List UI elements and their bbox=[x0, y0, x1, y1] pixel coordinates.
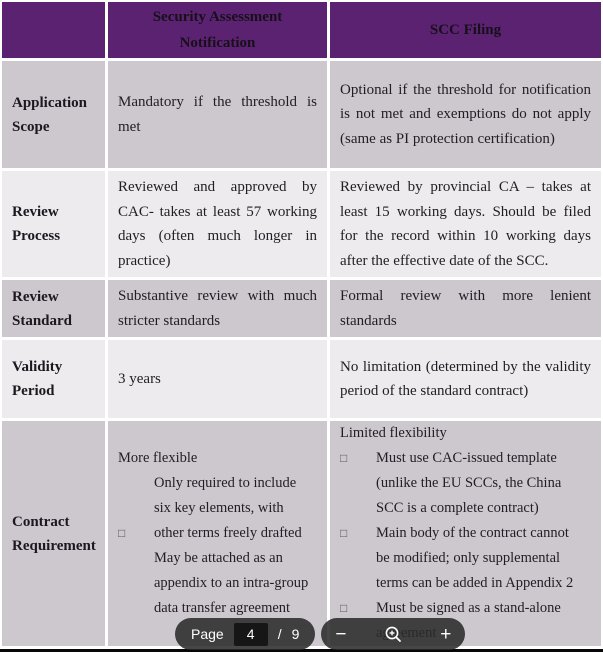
cell-scc bbox=[330, 421, 601, 646]
line-text: Only required to include bbox=[154, 475, 297, 491]
line-text: Main body of the contract cannot bbox=[376, 525, 569, 541]
list-line bbox=[118, 496, 317, 521]
cell-san bbox=[108, 340, 327, 418]
header-empty-cell bbox=[2, 2, 105, 58]
cell-scc bbox=[330, 280, 601, 337]
checkbox-bullet-icon bbox=[340, 571, 376, 596]
checkbox-bullet-icon bbox=[340, 471, 376, 496]
list-line bbox=[340, 496, 591, 521]
table-row-review-standard bbox=[2, 280, 601, 337]
list-intro: More flexible bbox=[118, 450, 198, 466]
zoom-in-button[interactable]: + bbox=[440, 623, 452, 645]
row-label-cell bbox=[2, 171, 105, 277]
row-label: Contract Requirement bbox=[12, 513, 96, 554]
header-scc-filing bbox=[330, 2, 601, 58]
table-row-application-scope bbox=[2, 61, 601, 168]
cell-text: Mandatory if the threshold is met bbox=[118, 94, 317, 135]
cell-san bbox=[108, 421, 327, 646]
list-line bbox=[340, 571, 591, 596]
list-line bbox=[340, 546, 591, 571]
checkbox-bullet-icon bbox=[118, 571, 154, 596]
line-text: May be attached as an bbox=[154, 550, 283, 566]
cell-text: Optional if the threshold for notification is not met and exemptions do not apply (same as PI protection certification) bbox=[340, 81, 591, 147]
list-line bbox=[118, 521, 317, 546]
list-line bbox=[340, 446, 591, 471]
bullet-list bbox=[340, 421, 591, 646]
list-line bbox=[118, 546, 317, 571]
cell-san bbox=[108, 171, 327, 277]
cell-text: Substantive review with much stricter standards bbox=[118, 288, 317, 329]
list-intro: Limited flexibility bbox=[340, 425, 447, 441]
table-row-review-process bbox=[2, 171, 601, 277]
header-label: SCC Filing bbox=[429, 22, 502, 38]
zoom-out-button[interactable]: − bbox=[335, 623, 347, 645]
magnifier-plus-icon[interactable] bbox=[384, 625, 403, 644]
line-text: data transfer agreement bbox=[154, 600, 291, 616]
checkbox-bullet-icon bbox=[118, 496, 154, 521]
line-text: Must be signed as a stand-alone bbox=[376, 600, 561, 616]
checkbox-bullet-icon: □ bbox=[118, 526, 126, 540]
list-line bbox=[340, 471, 591, 496]
header-security-assessment-notification bbox=[108, 2, 327, 58]
cell-text: Reviewed and approved by CAC- takes at least 57 working days (often much longer in practice) bbox=[118, 179, 317, 269]
cell-text: Reviewed by provincial CA – takes at least 15 working days. Should be filed for the record within 10 working days after the effective date of the SCC. bbox=[340, 179, 591, 269]
checkbox-bullet-icon bbox=[340, 546, 376, 571]
row-label-cell bbox=[2, 421, 105, 646]
line-text: be modified; only supplemental bbox=[376, 550, 561, 566]
row-label-cell bbox=[2, 280, 105, 337]
cell-scc bbox=[330, 61, 601, 168]
list-line bbox=[118, 571, 317, 596]
header-label: Security Assessment Notification bbox=[152, 9, 283, 51]
zoom-controls bbox=[321, 618, 465, 650]
checkbox-bullet-icon: □ bbox=[340, 526, 348, 540]
line-text: Must use CAC-issued template bbox=[376, 450, 557, 466]
row-label-cell bbox=[2, 340, 105, 418]
pdf-viewer-toolbar bbox=[175, 618, 465, 650]
line-text: other terms freely drafted bbox=[154, 525, 302, 541]
page-total: 9 bbox=[291, 626, 300, 642]
checkbox-bullet-icon: □ bbox=[340, 601, 348, 615]
line-text: six key elements, with bbox=[154, 500, 284, 516]
table-header-row bbox=[2, 2, 601, 58]
page-separator: / bbox=[277, 626, 282, 642]
cell-text: 3 years bbox=[118, 370, 161, 387]
page-label: Page bbox=[191, 626, 224, 642]
cell-scc bbox=[330, 171, 601, 277]
row-label: Review Standard bbox=[12, 288, 73, 329]
checkbox-bullet-icon bbox=[340, 496, 376, 521]
cell-san bbox=[108, 61, 327, 168]
checkbox-bullet-icon bbox=[118, 546, 154, 571]
row-label: Application Scope bbox=[12, 94, 88, 135]
table-row-validity-period bbox=[2, 340, 601, 418]
list-line bbox=[118, 471, 317, 496]
page-navigation bbox=[175, 618, 315, 650]
checkbox-bullet-icon bbox=[118, 596, 154, 621]
cell-text: No limitation (determined by the validity period of the standard contract) bbox=[340, 358, 591, 399]
cell-text: Formal review with more lenient standards bbox=[340, 288, 591, 329]
line-text: appendix to an intra-group bbox=[154, 575, 309, 591]
list-line bbox=[340, 521, 591, 546]
cell-scc bbox=[330, 340, 601, 418]
row-label: Validity Period bbox=[12, 359, 63, 399]
line-text: (unlike the EU SCCs, the China bbox=[376, 475, 562, 491]
row-label-cell bbox=[2, 61, 105, 168]
checkbox-bullet-icon bbox=[118, 471, 154, 496]
table-row-contract-requirement bbox=[2, 421, 601, 646]
bullet-list bbox=[118, 446, 317, 621]
line-text: SCC is a complete contract) bbox=[376, 500, 539, 516]
row-label: Review Process bbox=[12, 204, 61, 244]
line-text: terms can be added in Appendix 2 bbox=[376, 575, 574, 591]
cell-san bbox=[108, 280, 327, 337]
checkbox-bullet-icon: □ bbox=[340, 451, 348, 465]
page-number-input[interactable]: 4 bbox=[234, 623, 268, 646]
